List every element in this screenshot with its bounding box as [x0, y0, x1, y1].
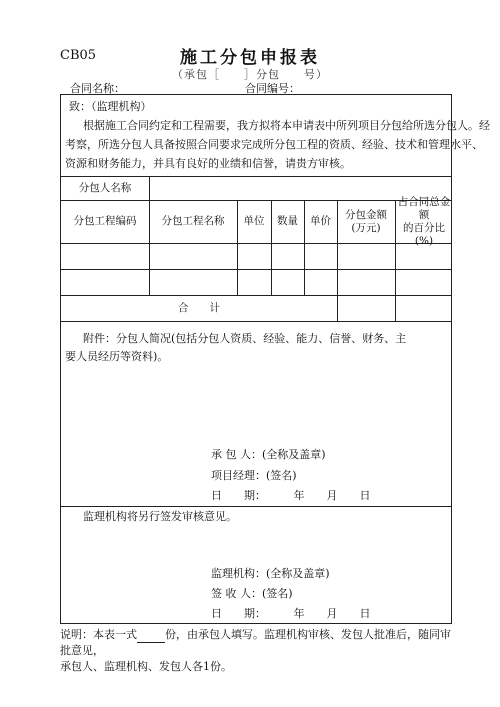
- col-header-percent-line-2: 的百分比(%): [403, 221, 445, 247]
- subcontractor-name-label: 分包人名称: [78, 181, 132, 194]
- rule: [61, 321, 451, 322]
- col-header-amount-line-1: 分包金额: [345, 208, 387, 221]
- copies-blank: [137, 631, 165, 643]
- col-header-percent-line-1: 占合同总金额: [397, 195, 451, 221]
- rule: [61, 269, 451, 270]
- contractor-date-label: 日 期： 年 月 日: [211, 489, 371, 502]
- form-code: CB05: [60, 48, 97, 63]
- attachment-line-2: 要人员经历等资料)。: [65, 350, 169, 363]
- col-header-name: 分包工程名称: [161, 215, 225, 227]
- receiver-label: 签 收 人：(签名): [211, 587, 293, 600]
- rule: [61, 243, 451, 244]
- contract-name-label: 合同名称：: [70, 82, 125, 95]
- footer-note: [60, 627, 460, 675]
- col-header-amount-line-2: (万元): [351, 221, 381, 234]
- supervisor-org-label: 监理机构：(全称及盖章): [211, 567, 330, 580]
- col-header-percent: [395, 195, 453, 247]
- supervisor-opinion: 监理机构将另行签发审核意见。: [83, 510, 237, 523]
- footer-note-a: 说明：本表一式: [60, 628, 137, 641]
- footer-note-b: 份，由承包人填写。监理机构审核、发包人批准后，随同审批意见，: [60, 628, 451, 657]
- project-manager-label: 项目经理：(签名): [211, 469, 297, 482]
- supervisor-date-label: 日 期： 年 月 日: [211, 607, 371, 620]
- letter-line-1: 根据施工合同约定和工程需要，我方拟将本申请表中所列项目分包给所选分包人。经: [83, 119, 490, 132]
- letter-line-3: 资源和财务能力，并具有良好的业绩和信誉，请贵方审核。: [65, 157, 351, 170]
- contract-no-label: 合同编号：: [245, 82, 300, 95]
- form-frame: [60, 94, 490, 624]
- page-title: 施工分包申报表: [180, 48, 320, 68]
- letter-line-2: 考察，所选分包人具备按照合同要求完成所分包工程的资质、经验、技术和管理水平、: [65, 138, 483, 151]
- col-header-unit: 单位: [243, 215, 265, 227]
- col-header-quantity: 数量: [277, 215, 298, 227]
- col-header-unit-price: 单价: [310, 215, 331, 227]
- letter-recipient: 致：（监理机构）: [69, 100, 152, 113]
- footer-note-c: 承包人、监理机构、发包人各1份。: [60, 660, 232, 673]
- form-subtitle: （承包［ ］分包 号）: [172, 68, 328, 81]
- rule: [149, 176, 150, 200]
- total-label: 合 计: [178, 301, 220, 314]
- col-header-code: 分包工程编码: [73, 215, 137, 227]
- contractor-label: 承 包 人：(全称及盖章): [211, 448, 326, 461]
- col-header-amount: [337, 200, 395, 243]
- attachment-line-1: 附件：分包人简况(包括分包人资质、经验、能力、信誉、财务、主: [83, 332, 407, 345]
- rule: [61, 506, 451, 507]
